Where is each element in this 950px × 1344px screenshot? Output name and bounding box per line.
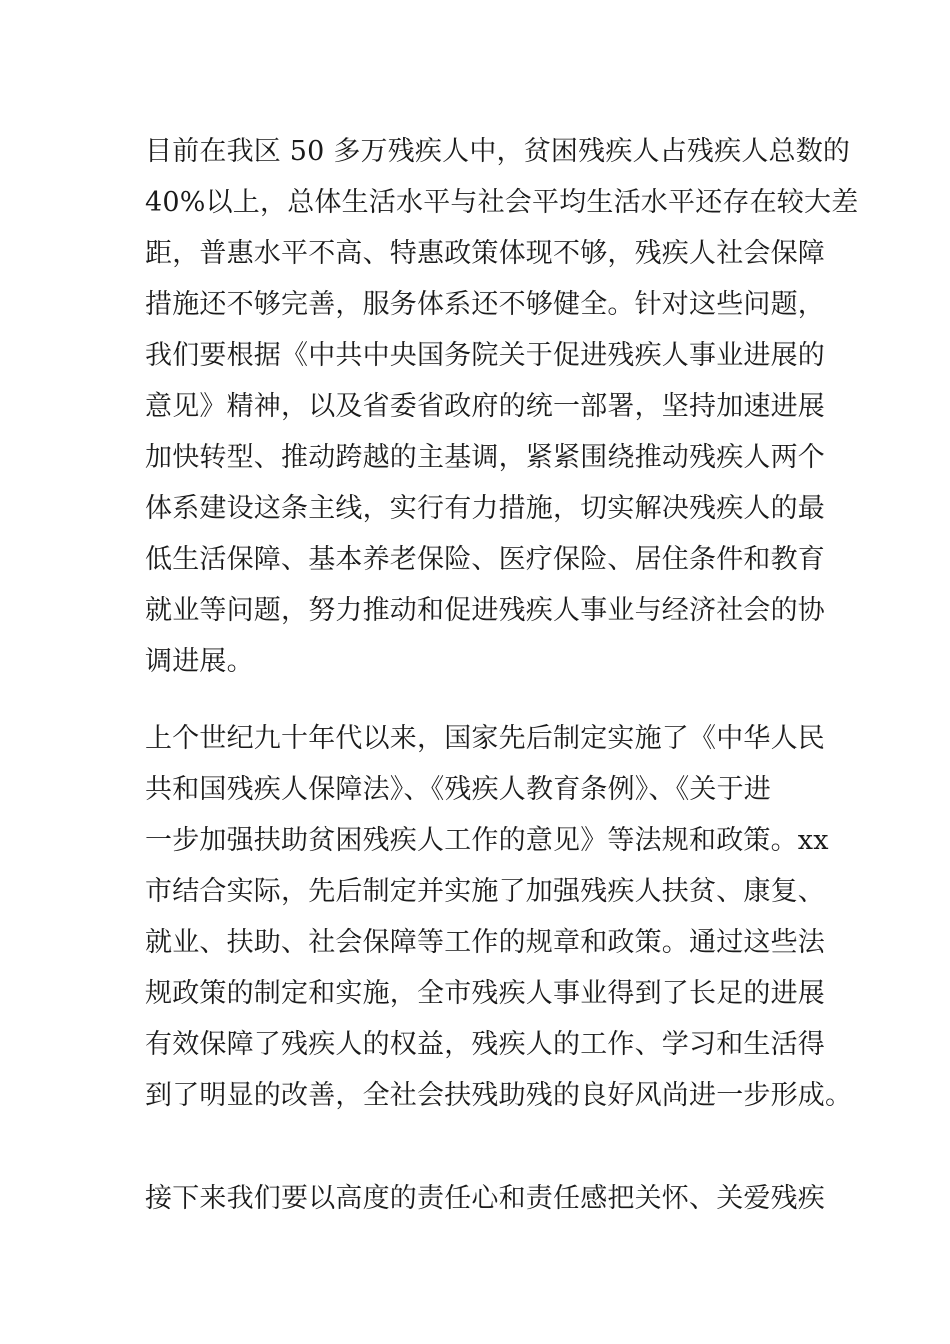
- text-line: 措施还不够完善，服务体系还不够健全。针对这些问题，: [145, 289, 825, 320]
- text-line: 40%以上，总体生活水平与社会平均生活水平还存在较大差: [145, 187, 859, 218]
- text-line: 规政策的制定和实施，全市残疾人事业得到了长足的进展: [145, 978, 825, 1009]
- text-line: 市结合实际，先后制定并实施了加强残疾人扶贫、康复、: [145, 876, 825, 907]
- text-line: 距，普惠水平不高、特惠政策体现不够，残疾人社会保障: [145, 238, 825, 269]
- text-line: 低生活保障、基本养老保险、医疗保险、居住条件和教育: [145, 544, 825, 575]
- text-line: 一步加强扶助贫困残疾人工作的意见》等法规和政策。xx: [145, 825, 829, 856]
- text-line: 共和国残疾人保障法》、《残疾人教育条例》、《关于进: [145, 774, 771, 805]
- paragraph-1: [145, 126, 859, 687]
- text-line: 体系建设这条主线，实行有力措施，切实解决残疾人的最: [145, 493, 825, 524]
- paragraph-3: [145, 1173, 825, 1224]
- paragraph-2: [145, 713, 853, 1121]
- text-line: 到了明显的改善，全社会扶残助残的良好风尚进一步形成。: [145, 1080, 853, 1111]
- text-line: 调进展。: [145, 646, 254, 677]
- text-line: 上个世纪九十年代以来，国家先后制定实施了《中华人民: [145, 723, 825, 754]
- text-line: 接下来我们要以高度的责任心和责任感把关怀、关爱残疾: [145, 1183, 825, 1214]
- text-line: 就业、扶助、社会保障等工作的规章和政策。通过这些法: [145, 927, 825, 958]
- text-line: 意见》精神，以及省委省政府的统一部署，坚持加速进展: [145, 391, 825, 422]
- text-line: 就业等问题，努力推动和促进残疾人事业与经济社会的协: [145, 595, 825, 626]
- text-line: 目前在我区 50 多万残疾人中，贫困残疾人占残疾人总数的: [145, 136, 851, 167]
- text-line: 加快转型、推动跨越的主基调，紧紧围绕推动残疾人两个: [145, 442, 825, 473]
- text-line: 我们要根据《中共中央国务院关于促进残疾人事业进展的: [145, 340, 825, 371]
- text-line: 有效保障了残疾人的权益，残疾人的工作、学习和生活得: [145, 1029, 825, 1060]
